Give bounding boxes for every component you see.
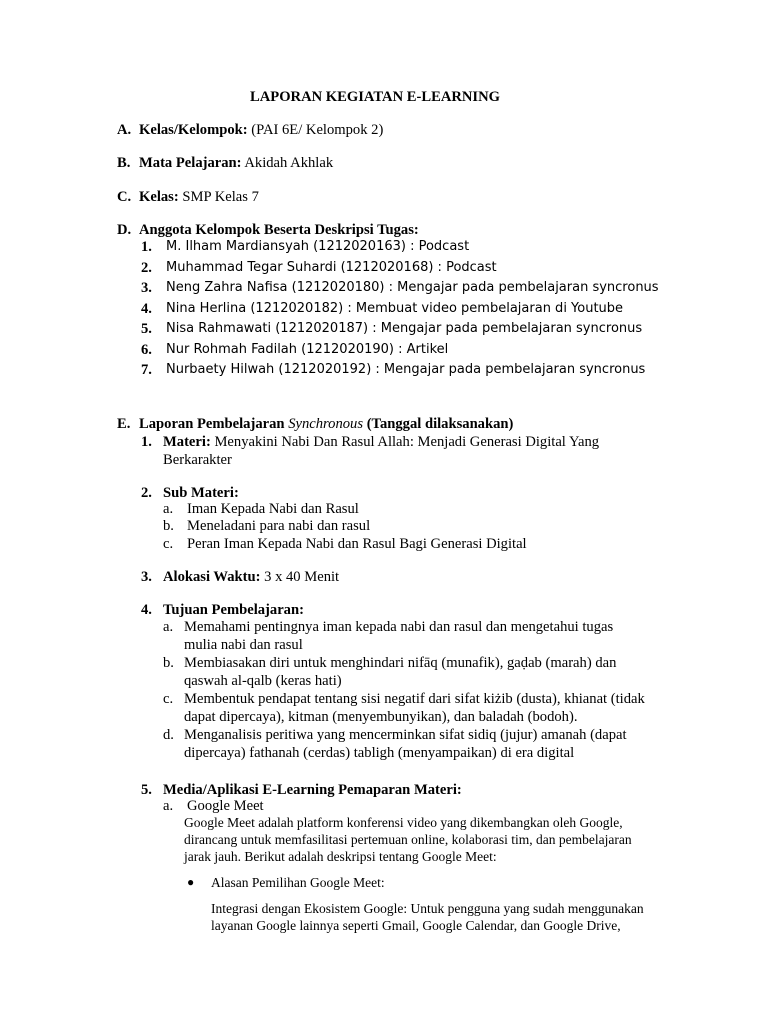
sub-materi-item-letter: c. (163, 536, 174, 552)
member-item (141, 320, 643, 338)
media-aplikasi (141, 781, 462, 799)
sub-materi-item-text: Iman Kepada Nabi dan Rasul (187, 501, 359, 517)
media-description-line: jarak jauh. Berikut adalah deskripsi tentang Google Meet: (184, 849, 497, 864)
section-a-letter: A. (117, 122, 132, 138)
member-number: 4. (141, 301, 152, 317)
materi-value: Menyakini Nabi Dan Rasul Allah: Menjadi Generasi Digital Yang (210, 434, 600, 450)
section-a-value: (PAI 6E/ Kelompok 2) (247, 122, 384, 138)
member-text: Muhammad Tegar Suhardi (1212020168) : Podcast (166, 260, 497, 275)
section-a-label: Kelas/Kelompok: (139, 122, 248, 138)
tujuan-item-continuation: mulia nabi dan rasul (184, 637, 303, 653)
tujuan-item-letter: c. (163, 691, 174, 707)
section-d (117, 221, 419, 239)
sub-materi-item (163, 500, 359, 518)
section-e (117, 415, 514, 433)
media-item-text: Google Meet (187, 798, 264, 814)
section-d-letter: D. (117, 222, 132, 238)
alokasi-label: Alokasi Waktu: (163, 569, 261, 585)
materi (141, 433, 600, 451)
member-item (141, 238, 470, 256)
tujuan-item-text: Menganalisis peritiwa yang mencerminkan sifat sidiq (jujur) amanah (dapat (184, 727, 627, 743)
section-e-label-italic: Synchronous (288, 416, 364, 432)
section-d-label: Anggota Kelompok Beserta Deskripsi Tugas: (139, 222, 419, 238)
materi-number: 1. (141, 434, 152, 450)
section-b-label: Mata Pelajaran: (139, 155, 242, 171)
member-number: 2. (141, 260, 152, 276)
member-text: M. Ilham Mardiansyah (1212020163) : Podcast (166, 239, 470, 254)
member-number: 5. (141, 321, 152, 337)
tujuan-item (163, 690, 645, 708)
bullet-item: Alasan Pemilihan Google Meet: (211, 875, 385, 890)
media-label: Media/Aplikasi E-Learning Pemaparan Materi: (163, 782, 462, 798)
member-number: 6. (141, 342, 152, 358)
media-item-letter: a. (163, 798, 174, 814)
materi-label: Materi: (163, 434, 211, 450)
section-e-label-post: (Tanggal dilaksanakan) (363, 416, 514, 432)
tujuan-label: Tujuan Pembelajaran: (163, 602, 304, 618)
section-c-label: Kelas: (139, 189, 179, 205)
section-e-letter: E. (117, 416, 131, 432)
member-text: Nur Rohmah Fadilah (1212020190) : Artikel (166, 342, 449, 357)
tujuan-number: 4. (141, 602, 152, 618)
tujuan-item (163, 618, 614, 636)
section-c (117, 188, 259, 206)
tujuan-item-continuation: dipercaya) fathanah (cerdas) tabligh (menyampaikan) di era digital (184, 745, 575, 761)
member-text: Nina Herlina (1212020182) : Membuat video pembelajaran di Youtube (166, 301, 624, 316)
section-a (117, 121, 384, 139)
section-e-label-pre: Laporan Pembelajaran (139, 416, 289, 432)
tujuan-item-continuation: qaswah al-qalb (keras hati) (184, 673, 342, 689)
sub-materi-item-text: Meneladani para nabi dan rasul (187, 518, 371, 534)
materi-continuation: Berkarakter (163, 452, 232, 468)
tujuan-item-letter: d. (163, 727, 174, 743)
sub-materi-label: Sub Materi: (163, 485, 239, 501)
section-b-value: Akidah Akhlak (241, 155, 334, 171)
bullet-icon: ● (187, 875, 195, 889)
tujuan-item-text: Membiasakan diri untuk menghindari nifāq (munafik), gaḍab (marah) dan (184, 655, 617, 671)
alokasi-number: 3. (141, 569, 152, 585)
section-c-value: SMP Kelas 7 (178, 189, 259, 205)
member-item (141, 259, 497, 277)
tujuan-pembelajaran (141, 601, 304, 619)
section-b (117, 154, 334, 172)
sub-materi-item-letter: a. (163, 501, 174, 517)
sub-materi (141, 484, 239, 502)
sub-materi-item (163, 517, 371, 535)
media-number: 5. (141, 782, 152, 798)
media-description-line: dirancang untuk memfasilitasi pertemuan online, kolaborasi tim, dan pembelajaran (184, 832, 632, 847)
section-b-letter: B. (117, 155, 131, 171)
bullet-description-line: Integrasi dengan Ekosistem Google: Untuk pengguna yang sudah menggunakan (211, 901, 644, 916)
media-description-line: Google Meet adalah platform konferensi video yang dikembangkan oleh Google, (184, 815, 623, 830)
member-item (141, 361, 646, 379)
member-text: Nisa Rahmawati (1212020187) : Mengajar pada pembelajaran syncronus (166, 321, 643, 336)
sub-materi-item (163, 535, 527, 553)
member-item (141, 300, 624, 318)
member-number: 1. (141, 239, 152, 255)
sub-materi-item-text: Peran Iman Kepada Nabi dan Rasul Bagi Generasi Digital (187, 536, 527, 552)
tujuan-item-letter: b. (163, 655, 174, 671)
alokasi-value: 3 x 40 Menit (260, 569, 340, 585)
tujuan-item (163, 726, 627, 744)
section-c-letter: C. (117, 189, 132, 205)
alokasi-waktu (141, 568, 340, 586)
document-title: LAPORAN KEGIATAN E-LEARNING (250, 89, 501, 105)
tujuan-item-text: Membentuk pendapat tentang sisi negatif dari sifat kiżib (dusta), khianat (tidak (184, 691, 645, 707)
member-item (141, 341, 449, 359)
member-number: 3. (141, 280, 152, 296)
tujuan-item (163, 654, 617, 672)
tujuan-item-continuation: dapat dipercaya), kitman (menyembunyikan), dan baladah (bodoh). (184, 709, 578, 725)
member-text: Neng Zahra Nafisa (1212020180) : Mengajar pada pembelajaran syncronus (166, 280, 659, 295)
member-item (141, 279, 659, 297)
bullet-description-line: layanan Google lainnya seperti Gmail, Google Calendar, dan Google Drive, (211, 918, 621, 933)
sub-materi-number: 2. (141, 485, 152, 501)
tujuan-item-letter: a. (163, 619, 174, 635)
sub-materi-item-letter: b. (163, 518, 174, 534)
member-text: Nurbaety Hilwah (1212020192) : Mengajar pada pembelajaran syncronus (166, 362, 646, 377)
media-item (163, 797, 264, 815)
member-number: 7. (141, 362, 152, 378)
tujuan-item-text: Memahami pentingnya iman kepada nabi dan rasul dan mengetahui tugas (184, 619, 614, 635)
